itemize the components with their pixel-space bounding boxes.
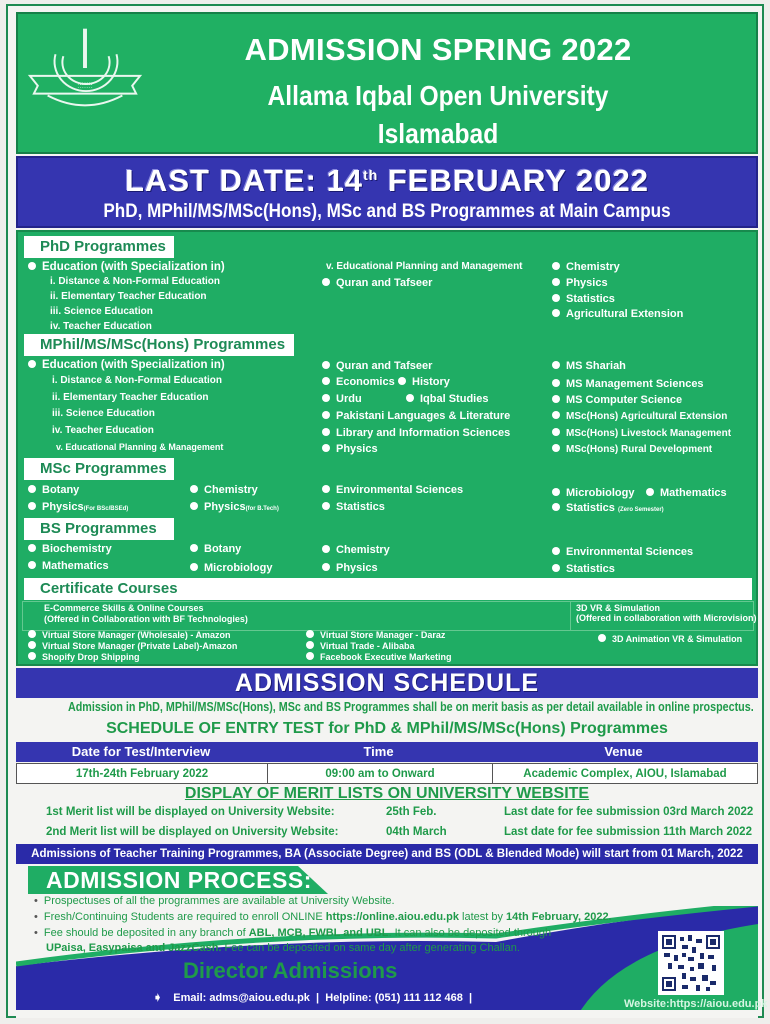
bs-statistics: Statistics xyxy=(552,562,615,576)
bs-botany: Botany xyxy=(190,542,241,556)
mphil-spec-5: v. Educational Planning & Management xyxy=(56,442,224,452)
mphil-quran: Quran and Tafseer xyxy=(322,359,432,373)
svg-text:ⵗⵗⵗⵗⵗⵗⵗ: ⵗⵗⵗⵗⵗⵗⵗ xyxy=(77,82,93,90)
merit-basis-note: Admission in PhD, MPhil/MS/MSc(Hons), MSc and BS Programmes shall be on merit basis as per detail available in online prospectus. xyxy=(67,700,754,714)
separator: | xyxy=(313,992,326,1004)
ms-shariah: MS Shariah xyxy=(552,359,626,373)
ecommerce-group-title: E-Commerce Skills & Online Courses xyxy=(44,603,204,613)
cert-shopify: Shopify Drop Shipping xyxy=(28,652,140,663)
process-bullet: • Fresh/Continuing Students are required to enroll ONLINE https://online.aiou.edu.pk latest by 14th February, 2022. xyxy=(34,911,612,923)
mphil-spec-2: ii. Elementary Teacher Education xyxy=(52,392,209,403)
mphil-spec-1: i. Distance & Non-Formal Education xyxy=(52,375,223,386)
website-link[interactable]: Website:https://aiou.edu.pk xyxy=(624,998,768,1010)
cert-3d-animation: 3D Animation VR & Simulation xyxy=(598,634,742,645)
mphil-spec-4: iv. Teacher Education xyxy=(52,425,154,436)
university-name: Allama Iqbal Open University xyxy=(267,80,609,111)
separator: | xyxy=(465,992,473,1004)
cert-virtual-trade: Virtual Trade - Alibaba xyxy=(306,641,415,652)
phd-quran: Quran and Tafseer xyxy=(322,276,432,290)
admission-poster xyxy=(6,4,768,1018)
phd-physics: Physics xyxy=(552,276,608,290)
last-date-text: LAST DATE: 14th FEBRUARY 2022 xyxy=(125,163,649,198)
header-banner xyxy=(16,12,758,154)
cert-vsm-private-label: Virtual Store Manager (Private Label)-Amazon xyxy=(28,641,237,652)
cell-time: 09:00 am to Onward xyxy=(267,764,492,783)
phd-section-label: PhD Programmes xyxy=(24,236,174,258)
cert-facebook-marketing: Facebook Executive Marketing xyxy=(306,652,452,663)
admission-title: ADMISSION SPRING 2022 xyxy=(244,32,632,67)
phd-spec-4: iv. Teacher Education xyxy=(50,321,152,332)
merit-date: 04th March xyxy=(386,826,447,838)
mphil-spec-3: iii. Science Education xyxy=(52,408,155,419)
msc-hons-rural-development: MSc(Hons) Rural Development xyxy=(552,443,712,457)
merit-fee-deadline: Last date for fee submission 11th March 2022 xyxy=(504,826,752,838)
ms-computer-science: MS Computer Science xyxy=(552,393,682,407)
merit-date: 25th Feb. xyxy=(386,806,437,818)
phd-spec-3: iii. Science Education xyxy=(50,306,153,317)
msc-microbiology: Microbiology xyxy=(552,486,634,500)
merit-fee-deadline: Last date for fee submission 03rd March 2022 xyxy=(504,806,754,818)
programmes-panel xyxy=(16,230,758,666)
msc-statistics-zero-semester: Statistics (Zero Semester) xyxy=(552,501,664,517)
phd-spec-1: i. Distance & Non-Formal Education xyxy=(50,276,221,287)
msc-section-label: MSc Programmes xyxy=(24,458,174,480)
phd-education: Education (with Specialization in) xyxy=(28,260,225,274)
arrow-right-icon: ➧ xyxy=(153,992,163,1004)
admission-schedule-heading: ADMISSION SCHEDULE xyxy=(16,668,758,698)
process-bullet-continued: UPaisa, Easypaisa and JazzCash. Fee can be deposited on same day after generating Challan. xyxy=(46,942,520,954)
phd-statistics: Statistics xyxy=(552,292,615,306)
contact-line xyxy=(153,991,472,1004)
merit-label: 1st Merit list will be displayed on University Website: xyxy=(46,806,335,818)
merit-label: 2nd Merit list will be displayed on University Website: xyxy=(46,826,339,838)
mphil-physics: Physics xyxy=(322,442,378,456)
admission-process-title: ADMISSION PROCESS: xyxy=(46,867,312,893)
mphil-urdu: Urdu xyxy=(322,392,362,406)
entry-test-title: SCHEDULE OF ENTRY TEST for PhD & MPhil/MS/MSc(Hons) Programmes xyxy=(106,720,668,737)
helpline: Helpline: (051) 111 112 468 xyxy=(325,992,463,1004)
ecommerce-group-sub: (Offered in Collaboration with BF Technologies) xyxy=(44,614,248,624)
msc-statistics: Statistics xyxy=(322,500,385,514)
phd-spec-5: v. Educational Planning and Management xyxy=(326,261,523,272)
certificate-section-label: Certificate Courses xyxy=(40,580,178,597)
merit-lists-title: DISPLAY OF MERIT LISTS ON UNIVERSITY WEBSITE xyxy=(184,785,590,802)
bs-environmental-sciences: Environmental Sciences xyxy=(552,545,693,559)
msc-physics-bsc: Physics(For BSc/BSEd) xyxy=(28,500,128,516)
qr-code-icon[interactable] xyxy=(658,931,724,995)
merit-list-row xyxy=(16,826,758,842)
bs-mathematics: Mathematics xyxy=(28,559,109,573)
mphil-library-sciences: Library and Information Sciences xyxy=(322,426,510,440)
mphil-iqbal-studies: Iqbal Studies xyxy=(406,392,488,406)
msc-botany: Botany xyxy=(28,483,79,497)
mphil-pakistani-languages: Pakistani Languages & Literature xyxy=(322,409,510,423)
mphil-section-label: MPhil/MS/MSc(Hons) Programmes xyxy=(24,334,294,356)
admissions-start-notice: Admissions of Teacher Training Programmes, BA (Associate Degree) and BS (ODL & Blended Mode) will start from 01 March, 2022 xyxy=(16,844,758,864)
msc-hons-livestock-management: MSc(Hons) Livestock Management xyxy=(552,427,731,441)
cell-date: 17th-24th February 2022 xyxy=(75,768,209,780)
msc-hons-agricultural-extension: MSc(Hons) Agricultural Extension xyxy=(552,410,727,424)
phd-agricultural-extension: Agricultural Extension xyxy=(552,307,683,321)
bs-microbiology: Microbiology xyxy=(190,561,272,575)
vr-group-title: 3D VR & Simulation xyxy=(576,603,661,613)
bs-section-label: BS Programmes xyxy=(24,518,174,540)
msc-chemistry: Chemistry xyxy=(190,483,258,497)
phd-chemistry: Chemistry xyxy=(552,260,620,274)
mphil-education: Education (with Specialization in) xyxy=(28,358,225,372)
ms-management-sciences: MS Management Sciences xyxy=(552,377,704,391)
vr-group-sub: (Offered in collaboration with Microvision) xyxy=(576,613,757,623)
mphil-history: History xyxy=(398,375,450,389)
header-time: Time xyxy=(363,744,394,759)
bs-chemistry: Chemistry xyxy=(322,543,390,557)
cert-vsm-wholesale: Virtual Store Manager (Wholesale) - Amazon xyxy=(28,630,231,641)
director-admissions: Director Admissions xyxy=(183,958,398,983)
cert-vsm-daraz: Virtual Store Manager - Daraz xyxy=(306,630,445,641)
msc-physics-btech: Physics(for B.Tech) xyxy=(190,500,279,516)
email-link[interactable]: Email: adms@aiou.edu.pk xyxy=(173,992,310,1004)
mphil-economics: Economics xyxy=(322,375,395,389)
process-bullet: • Fee should be deposited in any branch of ABL, MCB, FWBL and UBL. It can also be deposited through xyxy=(34,927,552,939)
last-date-banner xyxy=(16,156,758,228)
header-date: Date for Test/Interview xyxy=(71,744,211,759)
enroll-link[interactable]: https://online.aiou.edu.pk xyxy=(325,911,459,923)
msc-environmental-sciences: Environmental Sciences xyxy=(322,483,463,497)
schedule-table-header xyxy=(16,742,758,762)
bs-physics: Physics xyxy=(322,561,378,575)
header-venue: Venue xyxy=(604,744,643,759)
bs-biochemistry: Biochemistry xyxy=(28,542,112,556)
process-bullet: • Prospectuses of all the programmes are available at University Website. xyxy=(34,895,395,907)
aiou-crescent-logo-icon xyxy=(26,24,144,114)
campus-programmes-subtitle: PhD, MPhil/MS/MSc(Hons), MSc and BS Programmes at Main Campus xyxy=(103,201,671,222)
phd-spec-2: ii. Elementary Teacher Education xyxy=(50,291,207,302)
msc-mathematics: Mathematics xyxy=(646,486,727,500)
cell-venue: Academic Complex, AIOU, Islamabad xyxy=(492,764,757,783)
schedule-table-row xyxy=(16,763,758,784)
merit-list-row xyxy=(16,806,758,822)
city-name: Islamabad xyxy=(377,118,499,149)
